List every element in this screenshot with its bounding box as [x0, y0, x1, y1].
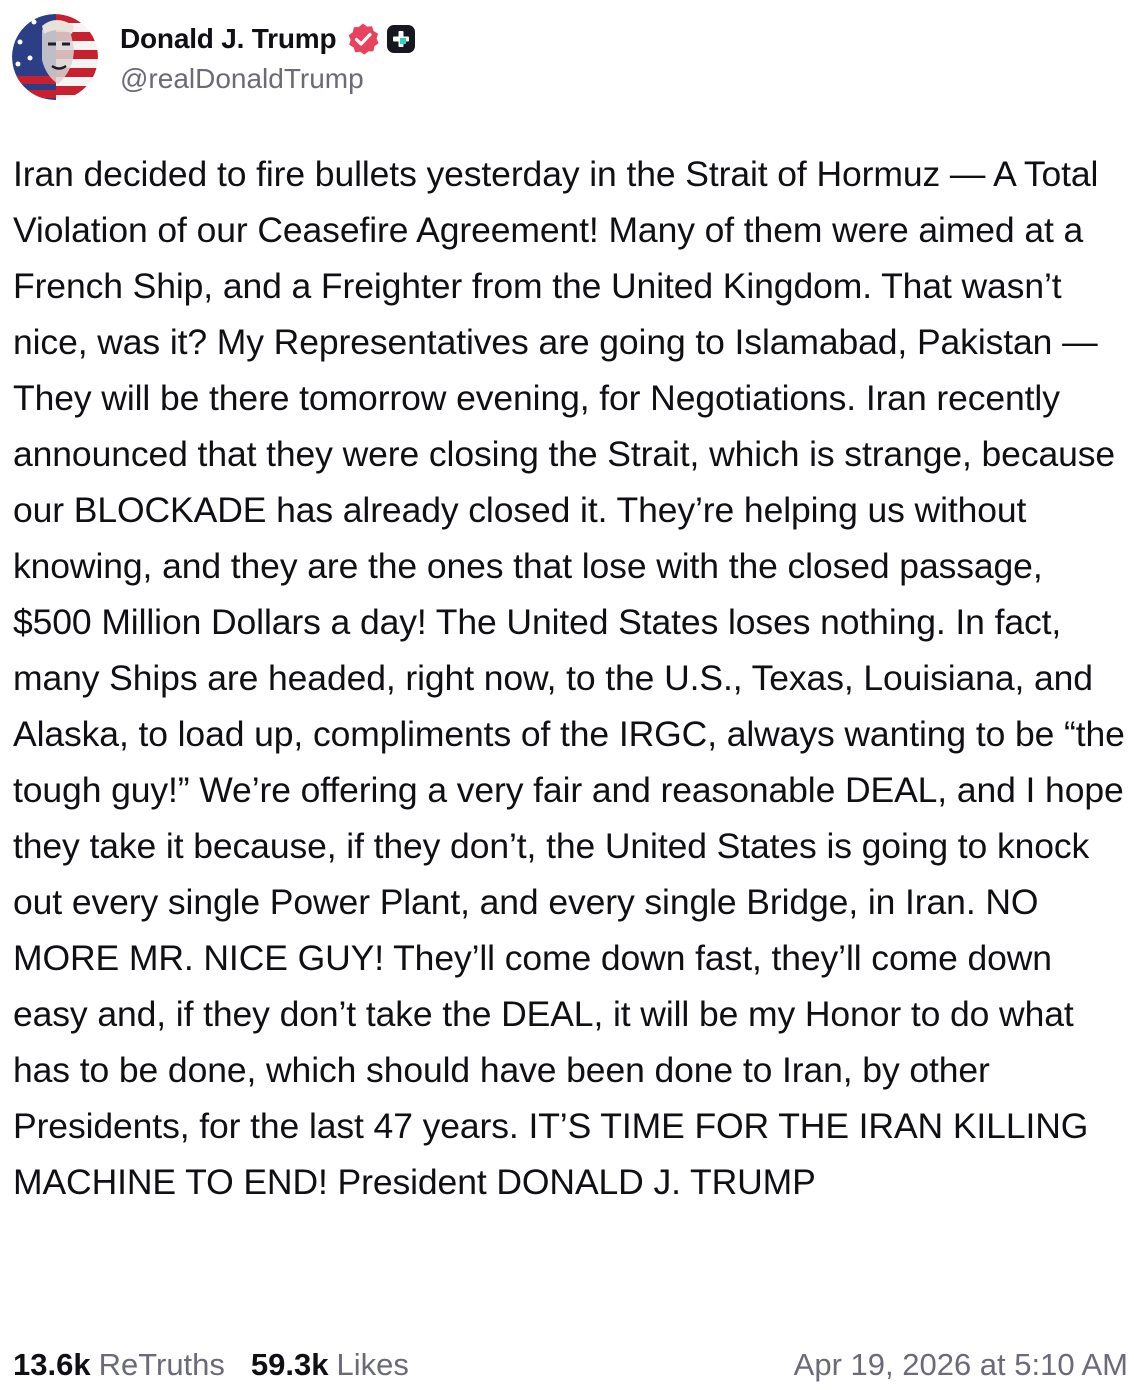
retruths-count: 13.6k: [13, 1347, 91, 1382]
likes-count: 59.3k: [250, 1347, 329, 1382]
likes-label: Likes: [336, 1347, 409, 1382]
post-header: [12, 12, 416, 102]
post-text: Iran decided to fire bullets yesterday in the Strait of Hormuz — A Total Violation of our Ceasefire Agreement! Many of them were aimed at a French Ship, and a Freighter from the United Kingdom. That wasn’t nice, was it? My Representatives are going to Islamabad, Pakistan — They will be there tomorrow evening, for Negotiations. Iran recently announced that they were closing the Strait, which is strange, because our BLOCKADE has already closed it. They’re helping us without knowing, and they are the ones that lose with the closed passage, $500 Million Dollars a day! The United States loses nothing. In fact, many Ships are headed, right now, to the U.S., Texas, Louisiana, and Alaska, to load up, compliments of the IRGC, always wanting to be “the tough guy!” We’re offering a very fair and reasonable DEAL, and I hope they take it because, if they don’t, the United States is going to knock out every single Power Plant, and every single Bridge, in Iran. NO MORE MR. NICE GUY! They’ll come down fast, they’ll come down easy and, if they don’t take the DEAL, it will be my Honor to do what has to be done, which should have been done to Iran, by other Presidents, for the last 47 years. IT’S TIME FOR THE IRAN KILLING MACHINE TO END! President DONALD J. TRUMP: [13, 154, 1125, 1202]
post-timestamp[interactable]: Apr 19, 2026 at 5:10 AM: [793, 1347, 1128, 1382]
retruths-label: ReTruths: [98, 1347, 225, 1382]
retruths-stat[interactable]: [13, 1347, 225, 1383]
post-footer: [13, 1340, 1128, 1390]
verified-badge-icon: [346, 22, 380, 56]
author-info: [120, 19, 416, 95]
avatar[interactable]: [12, 14, 98, 100]
name-row: [120, 19, 416, 59]
plus-badge-icon: [386, 24, 416, 54]
user-handle[interactable]: @realDonaldTrump: [120, 63, 364, 94]
likes-stat[interactable]: [251, 1347, 409, 1383]
display-name[interactable]: Donald J. Trump: [120, 23, 337, 54]
